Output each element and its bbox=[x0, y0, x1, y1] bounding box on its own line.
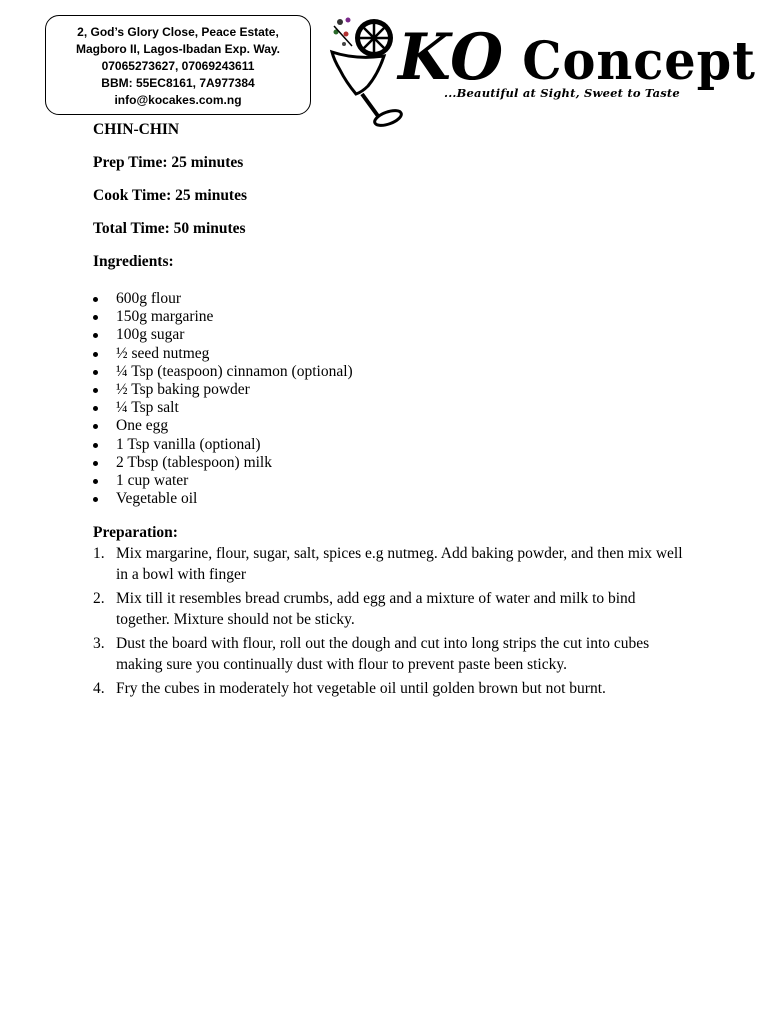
email-address: info@kocakes.com.ng bbox=[114, 93, 242, 107]
ingredient-item: 150g margarine bbox=[93, 308, 683, 326]
ingredient-item: One egg bbox=[93, 417, 683, 435]
bbm-pins: BBM: 55EC8161, 7A977384 bbox=[101, 76, 255, 90]
ingredient-item: Vegetable oil bbox=[93, 490, 683, 508]
preparation-heading: Preparation: bbox=[93, 524, 178, 542]
ingredient-item: ¼ Tsp (teaspoon) cinnamon (optional) bbox=[93, 363, 683, 381]
step-text: Mix till it resembles bread crumbs, add egg and a mixture of water and milk to bind together. Mixture should not be sticky. bbox=[116, 590, 636, 629]
step-number: 2. bbox=[93, 590, 105, 608]
ingredient-item: 2 Tbsp (tablespoon) milk bbox=[93, 454, 683, 472]
ingredients-list bbox=[93, 290, 683, 508]
preparation-step bbox=[93, 633, 683, 675]
brand-ko: KO bbox=[398, 20, 505, 95]
phone-numbers: 07065273627, 07069243611 bbox=[101, 59, 255, 73]
ingredient-item: ½ seed nutmeg bbox=[93, 345, 683, 363]
preparation-step bbox=[93, 678, 683, 699]
preparation-step bbox=[93, 588, 683, 630]
preparation-steps bbox=[93, 543, 683, 699]
brand-tagline: ...Beautiful at Sight, Sweet to Taste bbox=[444, 86, 680, 100]
step-text: Fry the cubes in moderately hot vegetable oil until golden brown but not burnt. bbox=[116, 680, 606, 698]
preparation-step bbox=[93, 543, 683, 585]
ingredient-item: 600g flour bbox=[93, 290, 683, 308]
recipe-title: CHIN-CHIN bbox=[93, 121, 180, 138]
address-line-2: Magboro II, Lagos-Ibadan Exp. Way. bbox=[75, 42, 281, 56]
step-text: Mix margarine, flour, sugar, salt, spices e.g nutmeg. Add baking powder, and then mix well in a bowl with finger bbox=[116, 545, 683, 584]
address-line-1: 2, God’s Glory Close, Peace Estate, bbox=[77, 25, 279, 39]
ingredient-item: 100g sugar bbox=[93, 326, 683, 344]
step-number: 3. bbox=[93, 635, 105, 653]
prep-time: Prep Time: 25 minutes bbox=[93, 154, 244, 171]
recipe-body bbox=[93, 121, 683, 702]
ingredient-item: 1 cup water bbox=[93, 472, 683, 490]
cook-time: Cook Time: 25 minutes bbox=[93, 187, 248, 204]
total-time: Total Time: 50 minutes bbox=[93, 220, 246, 237]
step-number: 4. bbox=[93, 680, 105, 698]
ingredient-item: 1 Tsp vanilla (optional) bbox=[93, 436, 683, 454]
ingredient-item: ½ Tsp baking powder bbox=[93, 381, 683, 399]
address-box bbox=[45, 15, 311, 115]
ko-concept-logo bbox=[326, 12, 756, 132]
ingredient-item: ¼ Tsp salt bbox=[93, 399, 683, 417]
brand-concept: Concept bbox=[522, 31, 756, 92]
step-number: 1. bbox=[93, 545, 105, 563]
ingredients-heading: Ingredients: bbox=[93, 253, 174, 270]
step-text: Dust the board with flour, roll out the dough and cut into long strips the cut into cubes making sure you continually dust with flour to prevent paste been sticky. bbox=[116, 635, 650, 674]
